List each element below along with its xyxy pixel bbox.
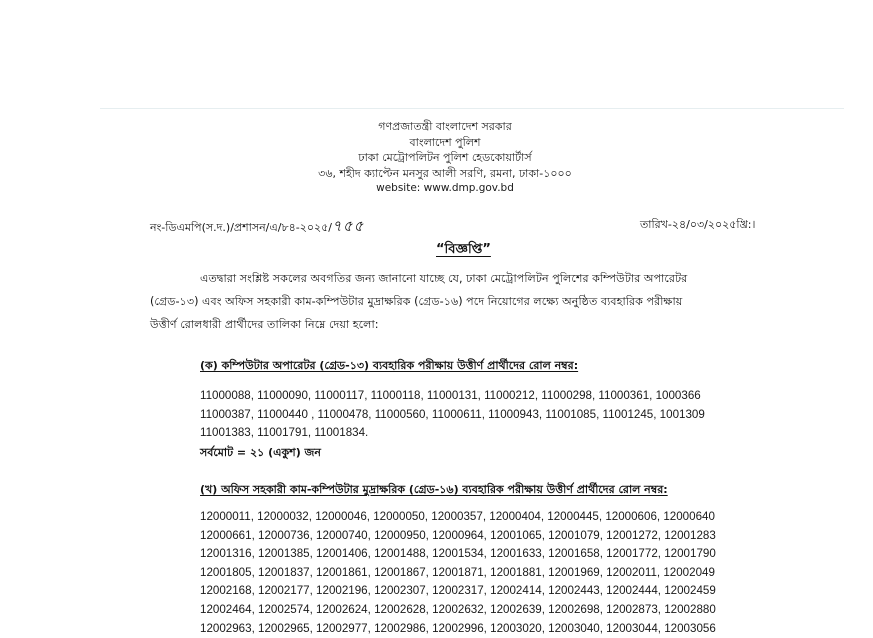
memo-number-prefix: নং-ডিএমপি(স.দ.)/প্রশাসন/এ/৮৪-২০২৫/ [150,221,332,234]
roll-line: 11001383, 11001791, 11001834. [200,426,369,440]
section-b-heading: (খ) অফিস সহকারী কাম-কম্পিউটার মুদ্রাক্ষরিক (গ্রেড-১৬) ব্যবহারিক পরীক্ষায় উত্তীর্ণ প্রার্থীদের রোল নম্বর: [200,483,668,496]
memo-number-handwritten: ৭৫৫ [332,217,365,235]
memo-date: তারিখ-২৪/০৩/২০২৫খ্রি:। [640,218,756,231]
section-a-heading: (ক) কম্পিউটার অপারেটর (গ্রেড-১৩) ব্যবহারিক পরীক্ষায় উত্তীর্ণ প্রার্থীদের রোল নম্বর: [200,359,579,372]
roll-line: 11000088, 11000090, 11000117, 11000118, 11000131, 11000212, 11000298, 11000361, 1000366 [200,389,701,402]
roll-line: 11000387, 11000440 , 11000478, 11000560, 11000611, 11000943, 11001085, 11001245, 1001309 [200,407,705,421]
roll-line: 12001805, 12001837, 12001861, 12001867, 12001871, 12001881, 12001969, 12002011, 12002049 [200,565,715,579]
section-a-roll-list [200,387,790,443]
notice-title: “বিজ্ঞপ্তি” [436,242,491,257]
section-a-total: সর্বমোট = ২১ (একুশ) জন [200,446,321,459]
letterhead-address: ৩৬, শহীদ ক্যাপ্টেন মনসুর আলী সরণি, রমনা, ঢাকা-১০০০ [318,166,572,180]
letterhead-dmp-hq: ঢাকা মেট্রোপলিটন পুলিশ হেডকোয়ার্টার্স [358,151,532,164]
roll-line: 12002464, 12002574, 12002624, 12002628, 12002632, 12002639, 12002698, 12002873, 12002880 [200,602,716,616]
roll-line: 12000011, 12000032, 12000046, 12000050, 12000357, 12000404, 12000445, 12000606, 12000640 [200,510,715,523]
memo-number [150,215,364,240]
letterhead-government: গণপ্রজাতন্ত্রী বাংলাদেশ সরকার [378,120,512,133]
top-divider [100,108,844,109]
letterhead-police: বাংলাদেশ পুলিশ [409,135,481,149]
letterhead-website: website: www.dmp.gov.bd [376,182,514,194]
letterhead [245,119,645,197]
roll-line: 12001316, 12001385, 12001406, 12001488, 12001534, 12001633, 12001658, 12001772, 12001790 [200,547,716,561]
roll-line: 12002168, 12002177, 12002196, 12002307, 12002317, 12002414, 12002443, 12002444, 12002459 [200,584,716,598]
intro-paragraph [150,267,780,336]
intro-line: উত্তীর্ণ রোলধারী প্রার্থীদের তালিকা নিম্নে দেয়া হলো: [150,318,379,331]
roll-line: 12002963, 12002965, 12002977, 12002986, 12002996, 12003020, 12003040, 12003044, 12003056 [200,621,716,635]
intro-line: এতদ্বারা সংশ্লিষ্ট সকলের অবগতির জন্য জানানো যাচ্ছে যে, ঢাকা মেট্রোপলিটন পুলিশের কম্পিউটার অপারেটর [200,272,688,285]
section-b-roll-list [200,508,790,638]
intro-line: (গ্রেড-১৩) এবং অফিস সহকারী কাম-কম্পিউটার মুদ্রাক্ষরিক (গ্রেড-১৬) পদে নিয়োগের লক্ষ্যে অনুষ্ঠিত ব্যবহারিক পরীক্ষায় [150,295,683,308]
roll-line: 12000661, 12000736, 12000740, 12000950, 12000964, 12001065, 12001079, 12001272, 12001283 [200,528,716,542]
